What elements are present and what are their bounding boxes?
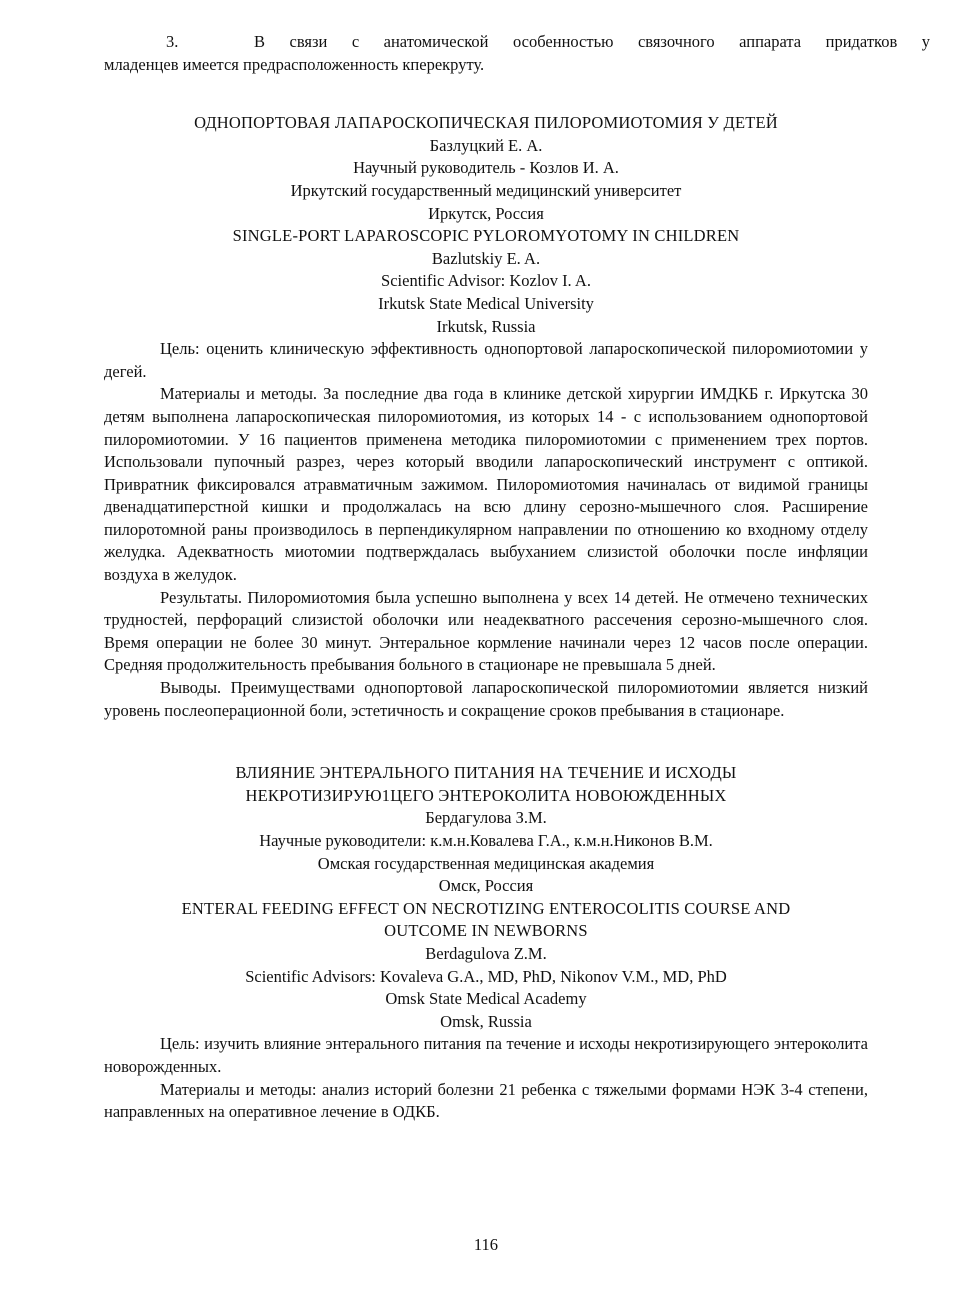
author-ru: Бердагулова З.М. bbox=[425, 808, 547, 828]
city-en: Irkutsk, Russia bbox=[436, 316, 536, 336]
list-number: 3. bbox=[166, 32, 179, 51]
affiliation-ru: Омская государственная медицинская академия bbox=[317, 853, 655, 873]
goal-paragraph: Цель: оценить клиническую эффективность однопортовой лапароскопической пилоромиотомии у дегей. bbox=[104, 339, 868, 381]
document-page bbox=[104, 31, 930, 1124]
advisor-en: Scientific Advisor: Kozlov I. A. bbox=[381, 271, 591, 291]
city-ru: Иркутск, Россия bbox=[428, 203, 544, 223]
affiliation-en: Irkutsk State Medical University bbox=[378, 293, 594, 313]
article-enterocolitis bbox=[104, 762, 868, 1124]
article-pyloromyotomy bbox=[104, 112, 868, 722]
results-paragraph: Результаты. Пилоромиотомия была успешно выполнена у всех 14 детей. Не отмечено технических трудностей, перфораций слизистой оболочки или неадекватного рассечения серозно-мышечного слоя. Время операции не более 30 минут. Энтеральное кормление начинали через 12 часов после операции. Средняя продолжительность пребывания больного в стационаре не превышала 5 дней. bbox=[104, 587, 868, 675]
advisor-ru: Научные руководители: к.м.н.Ковалева Г.А., к.м.н.Никонов В.М. bbox=[259, 831, 713, 850]
city-en: Omsk, Russia bbox=[440, 1011, 532, 1031]
goal-paragraph: Цель: изучить влияние энтерального питания па течение и исходы некротизирующего энтероколита новорожденных. bbox=[104, 1034, 868, 1076]
author-ru: Базлуцкий Е. А. bbox=[429, 135, 543, 155]
author-en: Berdagulova Z.M. bbox=[425, 943, 547, 963]
methods-paragraph: Материалы и методы: анализ историй болезни 21 ребенка с тяжелыми формами НЭК 3-4 степени, направленных на оперативное лечение в ОДКБ. bbox=[104, 1079, 868, 1122]
author-en: Bazlutskiy E. A. bbox=[431, 248, 541, 268]
affiliation-en: Omsk State Medical Academy bbox=[385, 989, 587, 1009]
article-title-en: SINGLE-PORT LAPAROSCOPIC PYLOROMYOTOMY IN CHILDREN bbox=[232, 226, 740, 246]
page-number: 116 bbox=[473, 1235, 499, 1254]
conclusions-paragraph: Выводы. Преимуществами однопортовой лапароскопической пилоромиотомии является низкий уровень послеоперационной боли, эстетичность и сокращение сроков пребывания в стационаре. bbox=[104, 678, 868, 720]
list-item-text-line2: младенцев имеется предрасположенность кперекруту. bbox=[104, 54, 485, 74]
advisor-en: Scientific Advisors: Kovaleva G.A., MD, PhD, Nikonov V.M., MD, PhD bbox=[245, 966, 727, 986]
article-title-en-line1: ENTERAL FEEDING EFFECT ON NECROTIZING ENTEROCOLITIS COURSE AND bbox=[181, 898, 791, 918]
affiliation-ru: Иркутский государственный медицинский университет bbox=[290, 180, 682, 200]
advisor-ru: Научный руководитель - Козлов И. А. bbox=[353, 158, 619, 178]
city-ru: Омск, Россия bbox=[438, 876, 534, 896]
methods-paragraph: Материалы и методы. За последние два года в клинике детской хирургии ИМДКБ г. Иркутска 30 детям выполнена лапароскопическая пилоромиотомия, из которых 14 - с использованием однопортовой пилоромиотомии. У 16 пациентов применена методика пилоромиотомии с применением трех портов. Использовали пупочный разрез, через который вводили лапароскопический инструмент с оптикой. Привратник фиксировался атравматичным зажимом. Пилоромиотомия начиналась от видимой границы двенадцатиперстной кишки и продолжалась на всю длину серозно-мышечного слоя. Расширение пилоротомной раны производилось в перпендикулярном направлении по отношению ко входному отделу желудка. Адекватность миотомии подтверждалась выбуханием слизистой оболочки после инфляции воздуха в желудок. bbox=[104, 384, 868, 585]
list-item-3 bbox=[104, 31, 930, 76]
article-title-ru: ОДНОПОРТОВАЯ ЛАПАРОСКОПИЧЕСКАЯ ПИЛОРОМИОТОМИЯ У ДЕТЕЙ bbox=[194, 113, 778, 133]
article-title-ru-line2: НЕКРОТИЗИРУЮ1ЦЕГО ЭНТЕРОКОЛИТА НОВОЮЖДЕННЫХ bbox=[245, 785, 727, 805]
list-item-text-line1: В связи с анатомической особенностью связочного аппарата придатков у bbox=[254, 32, 930, 51]
article-title-en-line2: OUTCOME IN NEWBORNS bbox=[384, 921, 588, 941]
article-title-ru-line1: ВЛИЯНИЕ ЭНТЕРАЛЬНОГО ПИТАНИЯ НА ТЕЧЕНИЕ И ИСХОДЫ bbox=[235, 763, 737, 783]
